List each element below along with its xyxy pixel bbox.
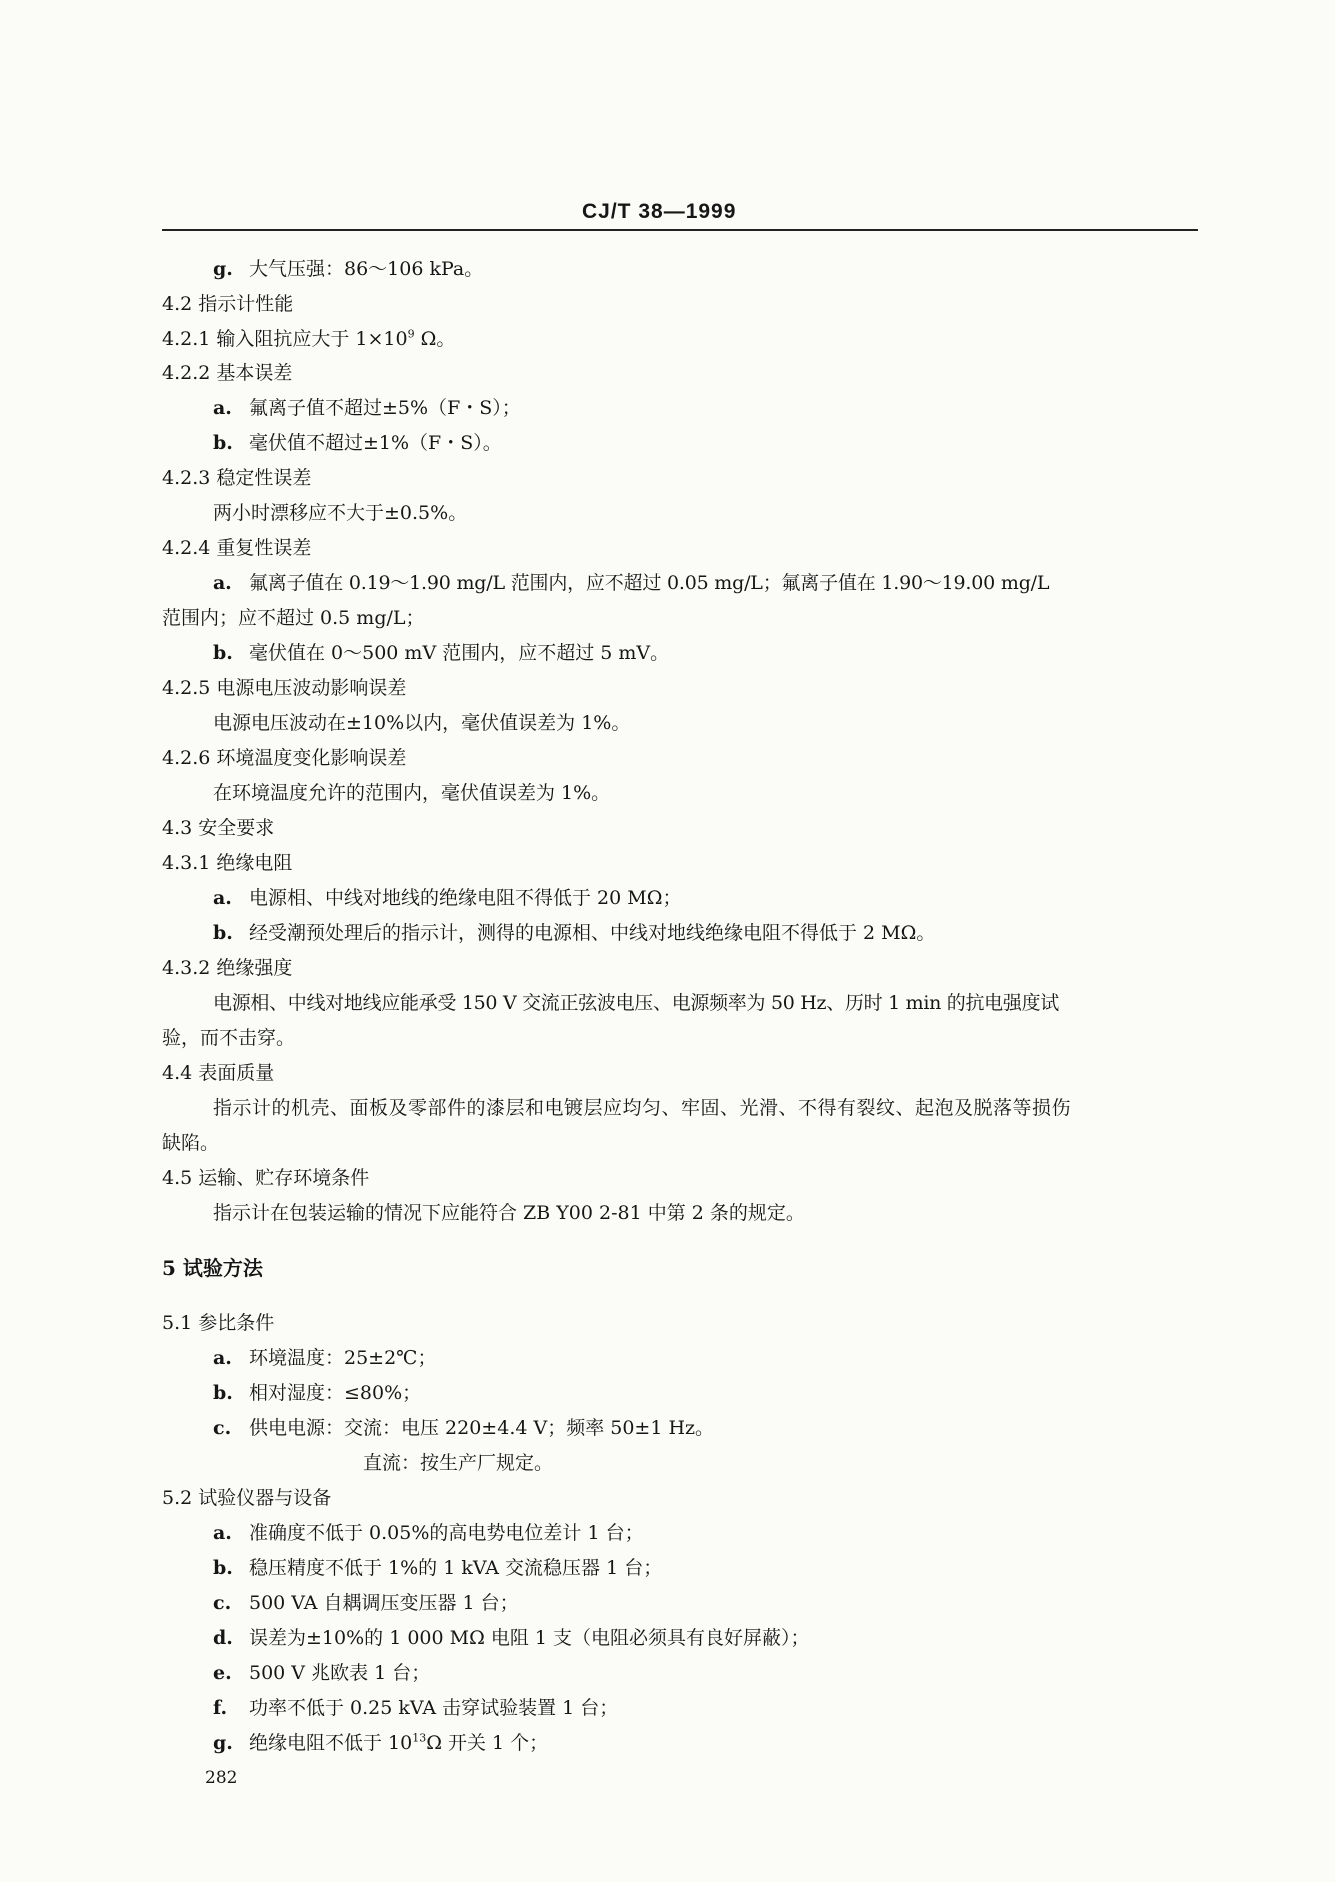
section-heading: 4.5 运输、贮存环境条件 [162,1167,370,1189]
list-item: b. 经受潮预处理后的指示计，测得的电源相、中线对地线绝缘电阻不得低于 2 MΩ。 [213,922,936,944]
section-heading: 4.2.6 环境温度变化影响误差 [162,747,407,769]
section-heading: 5.2 试验仪器与设备 [162,1487,332,1509]
list-item: a. 氟离子值不超过±5%（F・S）； [213,397,521,419]
list-item: b. 相对湿度：≤80%； [213,1382,422,1404]
section-heading: 4.2.2 基本误差 [162,362,293,384]
section-heading: 4.2.5 电源电压波动影响误差 [162,677,407,699]
list-item: b. 毫伏值不超过±1%（F・S）。 [213,432,502,454]
list-item: b. 毫伏值在 0～500 mV 范围内，应不超过 5 mV。 [213,642,670,664]
paragraph-line: 直流：按生产厂规定。 [363,1452,554,1474]
paragraph-line: 范围内；应不超过 0.5 mg/L； [162,607,425,629]
list-item: a. 环境温度：25±2℃； [213,1347,437,1369]
paragraph-line: 电源相、中线对地线应能承受 150 V 交流正弦波电压、电源频率为 50 Hz、历时 1 min 的抗电强度试 [213,992,1059,1014]
paragraph-line: 电源电压波动在±10%以内，毫伏值误差为 1%。 [213,712,631,734]
paragraph-line: 两小时漂移应不大于±0.5%。 [213,502,468,524]
paragraph-line: 缺陷。 [162,1132,220,1154]
list-item: c. 500 VA 自耦调压变压器 1 台； [213,1592,519,1614]
section-heading: 4.3 安全要求 [162,817,275,839]
clause-line: 4.2.1 输入阻抗应大于 $1\times 10^9$ Ω。 [162,327,456,350]
section-heading: 4.2.3 稳定性误差 [162,467,312,489]
list-item: g. 绝缘电阻不低于 $10^{13}\Omega$ 开关 1 个； [213,1731,549,1754]
list-item: d. 误差为±10%的 1 000 MΩ 电阻 1 支（电阻必须具有良好屏蔽）； [213,1627,810,1649]
section-heading: 4.3.2 绝缘强度 [162,957,293,979]
list-item: a. 准确度不低于 0.05%的高电势电位差计 1 台； [213,1522,644,1544]
header-rule [162,229,1198,231]
section-heading: 4.4 表面质量 [162,1062,275,1084]
chapter-heading: 5 试验方法 [162,1256,263,1280]
document-code-header: CJ/T 38—1999 [582,200,737,223]
section-heading: 5.1 参比条件 [162,1312,275,1334]
list-item: b. 稳压精度不低于 1%的 1 kVA 交流稳压器 1 台； [213,1557,663,1579]
paragraph-line: 验，而不击穿。 [162,1027,296,1049]
page-number: 282 [205,1768,238,1788]
list-item: a. 电源相、中线对地线的绝缘电阻不得低于 20 MΩ； [213,887,682,909]
list-item: f. 功率不低于 0.25 kVA 击穿试验装置 1 台； [213,1697,619,1719]
list-item: a. 氟离子值在 0.19～1.90 mg/L 范围内，应不超过 0.05 mg/L；氟离子值在 1.90～19.00 mg/L [213,572,1050,594]
list-item: c. 供电电源：交流：电压 220±4.4 V；频率 50±1 Hz。 [213,1417,715,1439]
list-item: g. 大气压强：86～106 kPa。 [213,258,484,280]
section-heading: 4.2.4 重复性误差 [162,537,312,559]
list-item: e. 500 V 兆欧表 1 台； [213,1662,431,1684]
section-heading: 4.2 指示计性能 [162,293,294,315]
paragraph-line: 在环境温度允许的范围内，毫伏值误差为 1%。 [213,782,611,804]
paragraph-line: 指示计在包装运输的情况下应能符合 ZB Y00 2-81 中第 2 条的规定。 [213,1202,805,1224]
section-heading: 4.3.1 绝缘电阻 [162,852,293,874]
paragraph-line: 指示计的机壳、面板及零部件的漆层和电镀层应均匀、牢固、光滑、不得有裂纹、起泡及脱落等损伤 [213,1097,1072,1119]
